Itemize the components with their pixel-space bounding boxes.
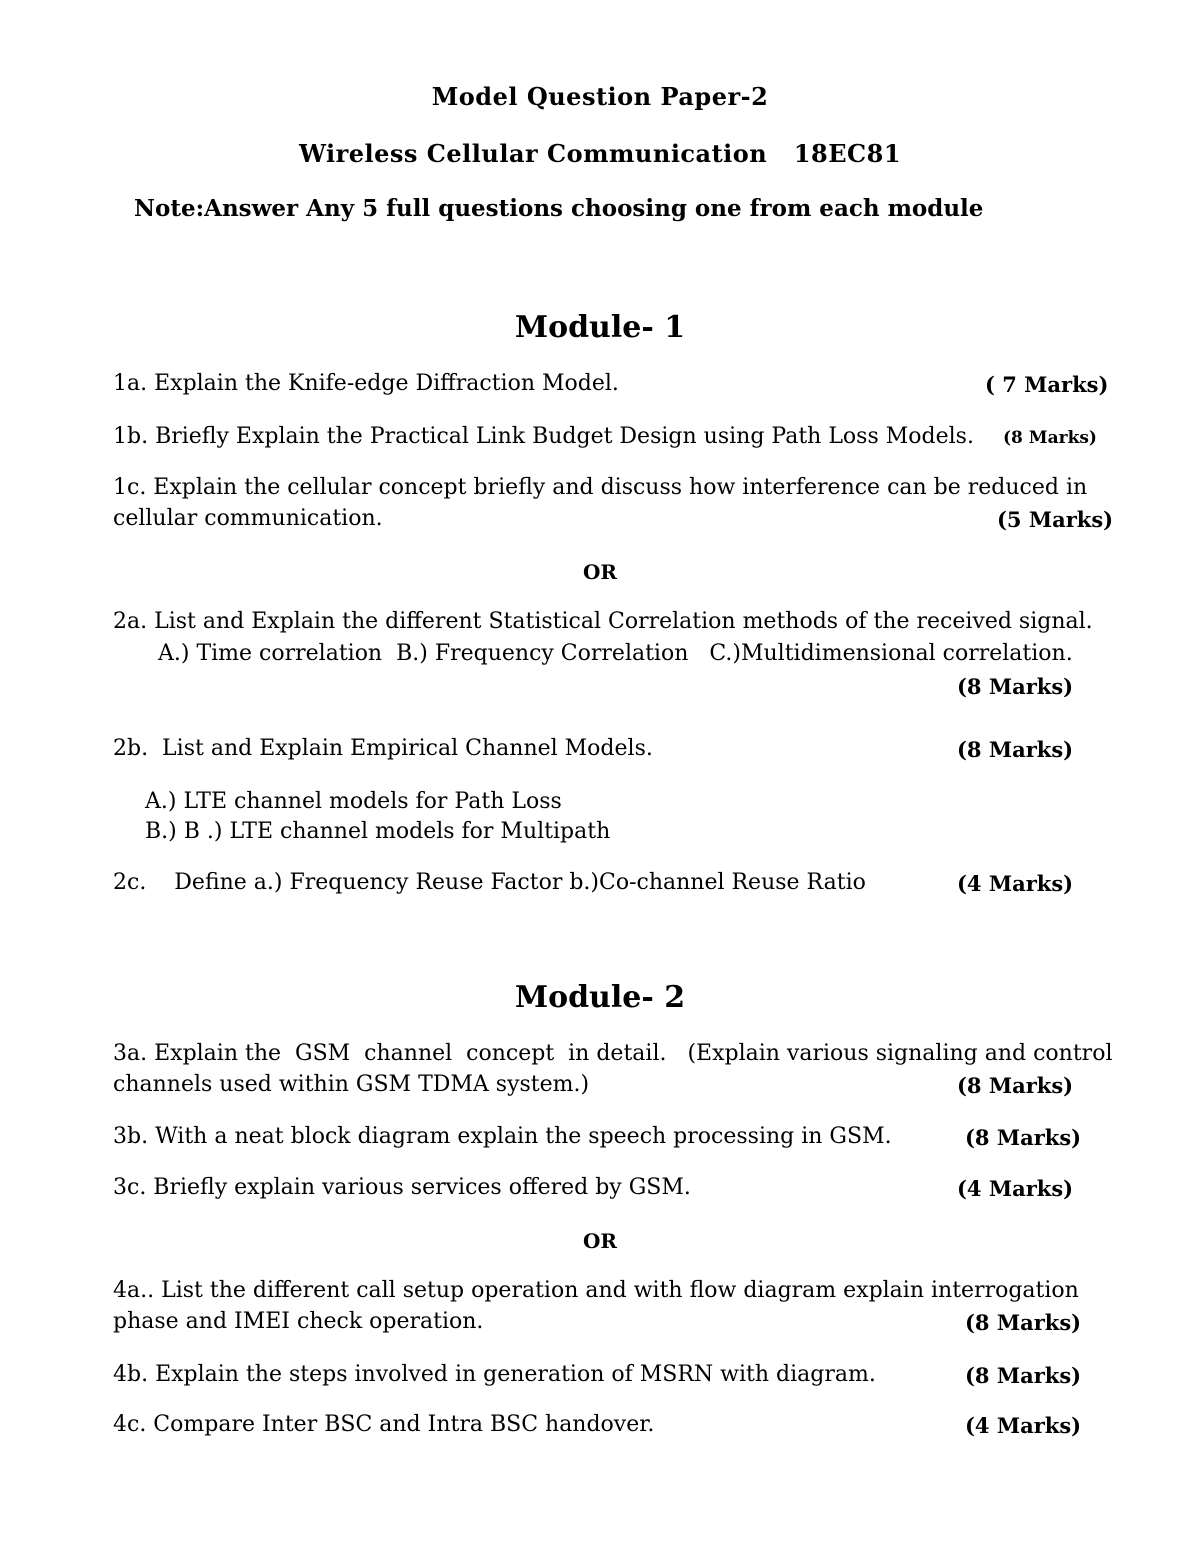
question-2c: 2c. Define a.) Frequency Reuse Factor b.)Co-channel Reuse Ratio [113, 870, 866, 895]
question-1b: 1b. Briefly Explain the Practical Link Budget Design using Path Loss Models. [113, 424, 974, 449]
question-2b-sub-b: B.) B .) LTE channel models for Multipath [145, 819, 611, 844]
question-4b: 4b. Explain the steps involved in generation of MSRN with diagram. [113, 1362, 876, 1387]
question-2b-sub-a: A.) LTE channel models for Path Loss [145, 789, 562, 814]
marks-4c: (4 Marks) [965, 1413, 1082, 1438]
subject-title: Wireless Cellular Communication 18EC81 [298, 139, 902, 168]
marks-3a: (8 Marks) [957, 1073, 1074, 1098]
question-2a-line1: 2a. List and Explain the different Statistical Correlation methods of the received signal. [113, 609, 1093, 634]
marks-1c: (5 Marks) [997, 507, 1114, 532]
module-1-heading: Module- 1 [514, 310, 686, 345]
paper-title: Model Question Paper-2 [431, 82, 769, 111]
marks-4b: (8 Marks) [965, 1363, 1082, 1388]
marks-2b: (8 Marks) [957, 737, 1074, 762]
question-3c: 3c. Briefly explain various services offered by GSM. [113, 1175, 691, 1200]
question-3b: 3b. With a neat block diagram explain the speech processing in GSM. [113, 1124, 892, 1149]
marks-1b: (8 Marks) [1003, 428, 1097, 448]
question-3a-line2: channels used within GSM TDMA system.) [113, 1072, 590, 1097]
or-separator-2: OR [582, 1229, 618, 1253]
marks-2c: (4 Marks) [957, 871, 1074, 896]
marks-2a: (8 Marks) [957, 674, 1074, 699]
question-1c-line2: cellular communication. [113, 506, 383, 531]
marks-3b: (8 Marks) [965, 1125, 1082, 1150]
question-4c: 4c. Compare Inter BSC and Intra BSC handover. [113, 1412, 655, 1437]
instructions-note: Note:Answer Any 5 full questions choosing one from each module [134, 195, 984, 222]
marks-1a: ( 7 Marks) [985, 372, 1109, 397]
question-1a: 1a. Explain the Knife-edge Diffraction Model. [113, 371, 619, 396]
question-3a-line1: 3a. Explain the GSM channel concept in detail. (Explain various signaling and control [113, 1041, 1113, 1066]
question-4a-line2: phase and IMEI check operation. [113, 1309, 484, 1334]
question-2a-line2: A.) Time correlation B.) Frequency Correlation C.)Multidimensional correlation. [158, 641, 1073, 666]
marks-3c: (4 Marks) [957, 1176, 1074, 1201]
question-1c-line1: 1c. Explain the cellular concept briefly and discuss how interference can be reduced in [113, 475, 1088, 500]
module-2-heading: Module- 2 [514, 980, 686, 1015]
or-separator-1: OR [582, 560, 618, 584]
question-2b: 2b. List and Explain Empirical Channel Models. [113, 736, 653, 761]
marks-4a: (8 Marks) [965, 1310, 1082, 1335]
question-4a-line1: 4a.. List the different call setup operation and with flow diagram explain interrogation [113, 1278, 1079, 1303]
